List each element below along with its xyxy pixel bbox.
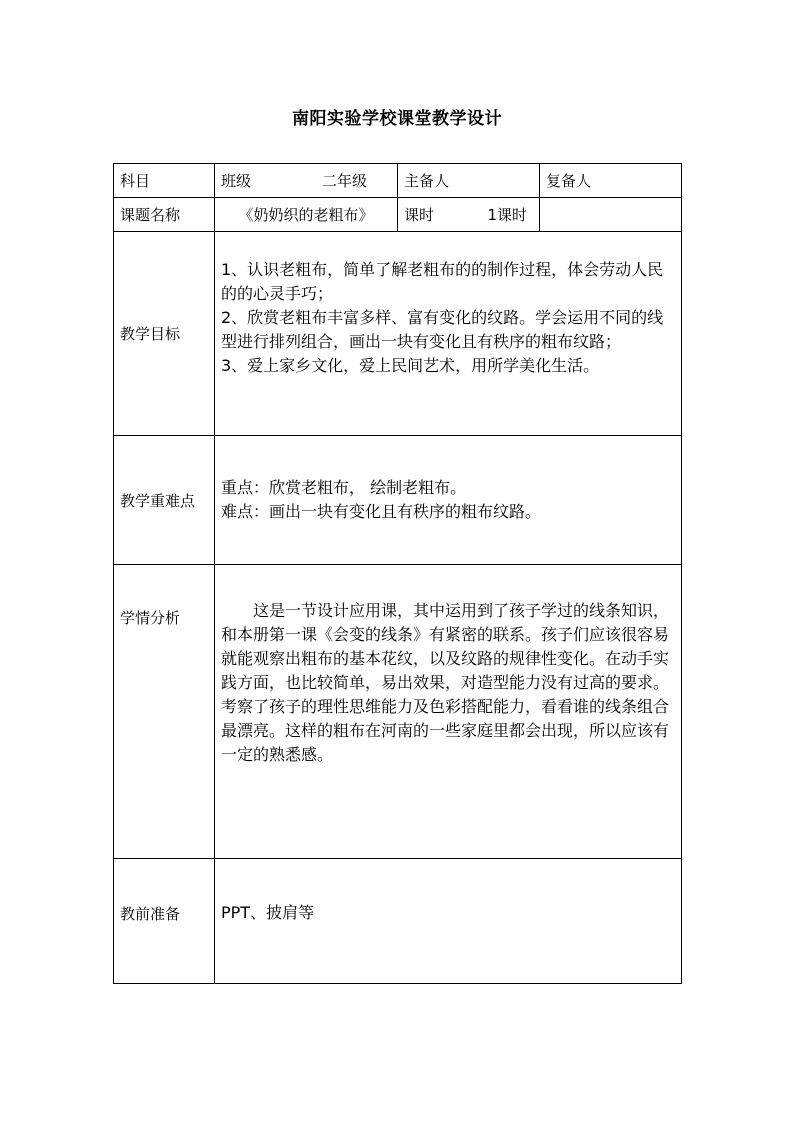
hours-label: 课时 (404, 206, 435, 224)
goals-content-cell (215, 232, 682, 436)
topic-value-cell (215, 198, 398, 232)
class-cell (215, 164, 398, 198)
topic-empty-cell (540, 198, 682, 232)
class-value: 二年级 (321, 172, 367, 190)
hours-value: 1课时 (487, 206, 527, 224)
goals-row (114, 232, 682, 436)
analysis-row (114, 565, 682, 859)
analysis-content-cell (215, 565, 682, 859)
prep-label: 教前准备 (120, 905, 181, 923)
goals-label: 教学目标 (120, 325, 181, 343)
header-row (114, 164, 682, 198)
key-points-row (114, 436, 682, 565)
subject-label-cell (114, 164, 215, 198)
difficult-point-item: 难点：画出一块有变化且有秩序的粗布纹路。 (221, 502, 542, 521)
prep-text: PPT、披肩等 (221, 903, 315, 922)
topic-label: 课题名称 (120, 206, 181, 224)
analysis-label-cell (114, 565, 215, 859)
lead-preparer-label: 主备人 (404, 172, 450, 190)
key-point-item: 重点：欣赏老粗布， 绘制老粗布。 (221, 478, 467, 497)
topic-value: 《奶奶织的老粗布》 (238, 206, 374, 224)
co-preparer-cell (540, 164, 682, 198)
prep-content-cell (215, 859, 682, 984)
key-points-label-cell (114, 436, 215, 565)
goal-item: 3、爱上家乡文化，爱上民间艺术，用所学美化生活。 (221, 356, 600, 375)
document-title: 南阳实验学校课堂教学设计 (292, 109, 502, 129)
class-label: 班级 (221, 172, 252, 190)
analysis-label: 学情分析 (120, 609, 181, 627)
key-points-content-cell (215, 436, 682, 565)
hours-cell (398, 198, 540, 232)
lesson-plan-table (113, 163, 682, 984)
goals-label-cell (114, 232, 215, 436)
lead-preparer-cell (398, 164, 540, 198)
key-points-label: 教学重难点 (120, 491, 196, 510)
prep-row (114, 859, 682, 984)
goal-item: 1、认识老粗布，简单了解老粗布的的制作过程，体会劳动人民的的心灵手巧； (221, 260, 664, 303)
analysis-text: 这是一节设计应用课，其中运用到了孩子学过的线条知识， 和本册第一课《会变的线条》有紧密的联系。孩子们应该很容易就能观察出粗布的基本花纹，以及纹路的规律性变化。在动手实践方面，也比较简单，易出效果，对造型能力没有过高的要求。考察了孩子的理性思维能力及色彩搭配能力，看看谁的线条组合最漂亮。这样的粗布在河南的一些家庭里都会出现，所以应该有一定的熟悉感。 (221, 601, 670, 764)
subject-label: 科目 (120, 172, 151, 190)
topic-label-cell (114, 198, 215, 232)
co-preparer-label: 复备人 (546, 172, 592, 190)
prep-label-cell (114, 859, 215, 984)
topic-row (114, 198, 682, 232)
goal-item: 2、欣赏老粗布丰富多样、富有变化的纹路。学会运用不同的线型进行排列组合，画出一块有变化且有秩序的粗布纹路； (221, 308, 664, 351)
